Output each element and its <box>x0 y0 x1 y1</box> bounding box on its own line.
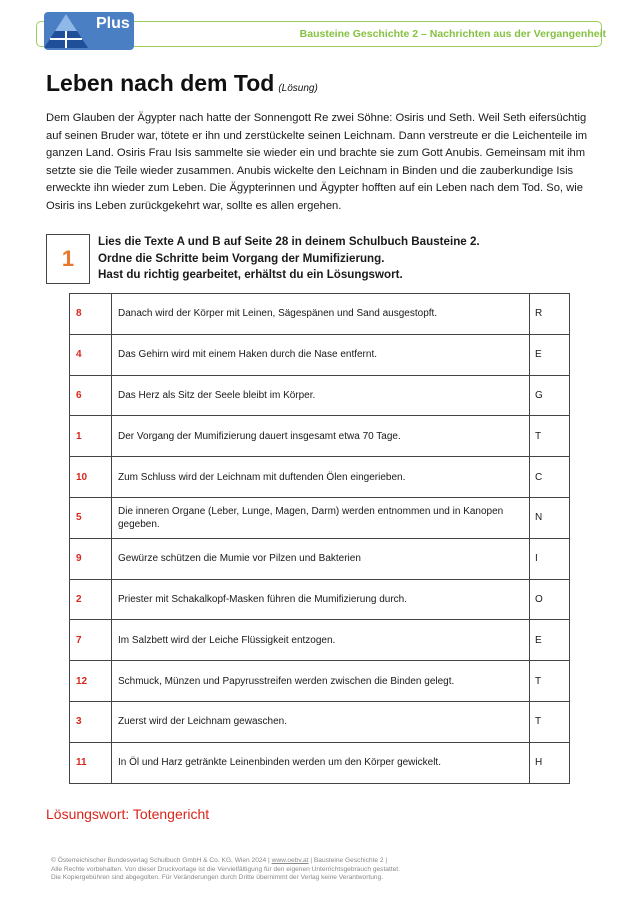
step-letter: C <box>530 457 570 498</box>
step-letter: T <box>530 701 570 742</box>
step-letter: I <box>530 538 570 579</box>
footer-line-3: Die Kopiergebühren sind abgegolten. Für Veränderungen durch Dritte übernimmt der Verlag keine Verantwortung. <box>51 874 384 882</box>
footer-book-title: | Bausteine Geschichte 2 | <box>308 857 388 864</box>
table-row <box>70 701 570 742</box>
task-line: Hast du richtig gearbeitet, erhältst du ein Lösungswort. <box>98 268 403 282</box>
step-text: Das Herz als Sitz der Seele bleibt im Körper. <box>112 375 530 416</box>
table-row <box>70 334 570 375</box>
plus-logo <box>44 12 134 50</box>
step-text: Die inneren Organe (Leber, Lunge, Magen, Darm) werden entnommen und in Kanopen gegeben. <box>112 497 530 538</box>
title-text: Leben nach dem Tod <box>46 70 275 96</box>
logo-text: Plus <box>96 15 130 32</box>
table-row <box>70 620 570 661</box>
step-number: 1 <box>70 416 112 457</box>
step-text: Zum Schluss wird der Leichnam mit duftenden Ölen eingerieben. <box>112 457 530 498</box>
step-text: Der Vorgang der Mumifizierung dauert insgesamt etwa 70 Tage. <box>112 416 530 457</box>
footer <box>51 857 491 883</box>
header-title: Bausteine Geschichte 2 – Nachrichten aus der Vergangenheit <box>299 28 606 40</box>
step-letter: T <box>530 661 570 702</box>
table-row <box>70 538 570 579</box>
step-number: 11 <box>70 742 112 783</box>
table-row <box>70 416 570 457</box>
step-text: Gewürze schützen die Mumie vor Pilzen und Bakterien <box>112 538 530 579</box>
step-number: 8 <box>70 294 112 335</box>
table-row <box>70 457 570 498</box>
step-text: Schmuck, Münzen und Papyrusstreifen werden zwischen die Binden gelegt. <box>112 661 530 702</box>
step-letter: T <box>530 416 570 457</box>
step-number: 6 <box>70 375 112 416</box>
step-letter: E <box>530 620 570 661</box>
step-number: 4 <box>70 334 112 375</box>
step-text: Priester mit Schakalkopf-Masken führen die Mumifizierung durch. <box>112 579 530 620</box>
step-text: Zuerst wird der Leichnam gewaschen. <box>112 701 530 742</box>
table-row <box>70 375 570 416</box>
step-number: 9 <box>70 538 112 579</box>
footer-line-1 <box>51 857 491 866</box>
step-letter: O <box>530 579 570 620</box>
step-letter: E <box>530 334 570 375</box>
step-number: 3 <box>70 701 112 742</box>
intro-paragraph: Dem Glauben der Ägypter nach hatte der Sonnengott Re zwei Söhne: Osiris und Seth. Weil Seth eifersüchtig auf seinen Bruder war, tötete er ihn und zerstückelte seinen Leichnam. Dann verstreute er die Leichenteile im ganzen Land. Osiris Frau Isis sammelte sie wieder ein und brachte sie zum Gott Anubis. Gemeinsam mit ihm setzte sie die Teile wieder zusammen. Anubis wickelte den Leichnam in Binden und die zauberkundige Isis erweckte ihn wieder zum Leben. Die Ägypterinnen und Ägypter hofften auf ein Leben nach dem Tod. So, wie Osiris ins Leben zurückgekehrt war, sollte es allen ergehen. <box>46 112 588 212</box>
page-title <box>46 70 318 97</box>
step-number: 12 <box>70 661 112 702</box>
step-letter: N <box>530 497 570 538</box>
table-row <box>70 742 570 783</box>
step-number: 5 <box>70 497 112 538</box>
step-letter: G <box>530 375 570 416</box>
task-number: 1 <box>61 246 75 271</box>
footer-line-2: Alle Rechte vorbehalten. Von dieser Druckvorlage ist die Vervielfältigung für den eigenen Unterrichtsgebrauch gestattet. <box>51 865 400 873</box>
task-instructions <box>98 234 480 284</box>
table-row <box>70 294 570 335</box>
step-text: Im Salzbett wird der Leiche Flüssigkeit entzogen. <box>112 620 530 661</box>
table-row <box>70 497 570 538</box>
step-text: Das Gehirn wird mit einem Haken durch die Nase entfernt. <box>112 334 530 375</box>
step-text: In Öl und Harz getränkte Leinenbinden werden um den Körper gewickelt. <box>112 742 530 783</box>
step-number: 10 <box>70 457 112 498</box>
table-row <box>70 661 570 702</box>
footer-copyright: © Österreichischer Bundesverlag Schulbuch GmbH & Co. KG, Wien 2024 | <box>51 857 272 864</box>
table-row <box>70 579 570 620</box>
publisher-link[interactable]: www.oebv.at <box>271 857 309 864</box>
step-number: 7 <box>70 620 112 661</box>
mummification-steps-table <box>69 293 570 784</box>
step-letter: R <box>530 294 570 335</box>
task-line: Ordne die Schritte beim Vorgang der Mumifizierung. <box>98 251 385 265</box>
solution-word: Lösungswort: Totengericht <box>46 806 210 822</box>
step-text: Danach wird der Körper mit Leinen, Sägespänen und Sand ausgestopft. <box>112 294 530 335</box>
task-line: Lies die Texte A und B auf Seite 28 in deinem Schulbuch Bausteine 2. <box>98 235 480 248</box>
step-number: 2 <box>70 579 112 620</box>
title-subtitle: (Lösung) <box>278 83 318 94</box>
step-letter: H <box>530 742 570 783</box>
task-number-box <box>46 234 90 284</box>
